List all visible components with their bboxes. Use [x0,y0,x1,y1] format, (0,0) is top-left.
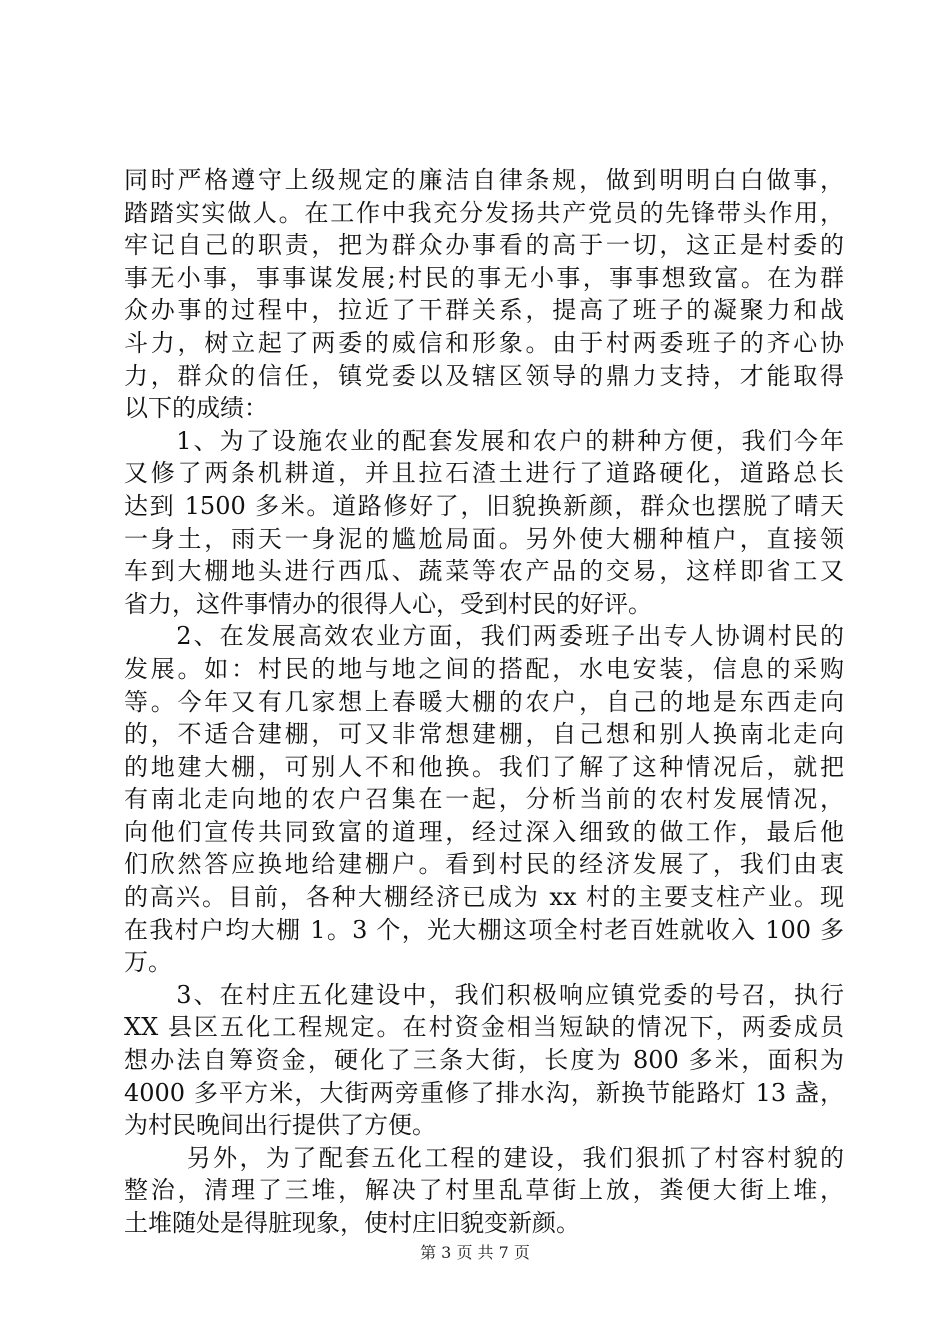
text-line: 的地建大棚，可别人不和他换。我们了解了这种情况后，就把 [124,752,844,781]
text-line: 发展。如：村民的地与地之间的搭配，水电安装，信息的采购 [124,654,844,683]
text-line: 踏踏实实做人。在工作中我充分发扬共产党员的先锋带头作用， [124,198,844,227]
text-line: 省力，这件事情办的很得人心，受到村民的好评。 [124,589,652,618]
text-line: 以下的成绩： [124,394,268,423]
text-line: 整治，清理了三堆，解决了村里乱草街上放，粪便大街上堆， [124,1176,844,1205]
text-line: 们欣然答应换地给建棚户。看到村民的经济发展了，我们由衷 [124,850,844,879]
page-footer: 第 3 页 共 7 页 [420,1243,530,1262]
text-line: 在我村户均大棚 1。3 个，光大棚这项全村老百姓就收入 100 多 [124,915,844,944]
text-line: 土堆随处是得脏现象，使村庄旧貌变新颜。 [124,1209,580,1237]
text-line: 为村民晚间出行提供了方便。 [124,1111,436,1140]
text-line: 2、在发展高效农业方面，我们两委班子出专人协调村民的 [124,622,844,651]
body-text [124,164,844,1240]
text-line: 等。今年又有几家想上春暖大棚的农户，自己的地是东西走向 [124,687,844,716]
text-line: 牢记自己的职责，把为群众办事看的高于一切，这正是村委的 [124,231,844,260]
text-line: 力，群众的信任，镇党委以及辖区领导的鼎力支持，才能取得 [124,361,844,390]
text-line: 1、为了设施农业的配套发展和农户的耕种方便，我们今年 [124,426,844,455]
text-line: 斗力，树立起了两委的威信和形象。由于村两委班子的齐心协 [124,328,844,357]
text-line: 有南北走向地的农户召集在一起，分析当前的农村发展情况， [124,785,844,814]
text-line: 万。 [124,948,172,977]
text-line: 3、在村庄五化建设中，我们积极响应镇党委的号召，执行 [124,980,844,1009]
text-line: 同时严格遵守上级规定的廉洁自律条规，做到明明白白做事， [124,166,844,194]
text-line: 的高兴。目前，各种大棚经济已成为 xx 村的主要支柱产业。现 [124,883,844,912]
text-line: 又修了两条机耕道，并且拉石渣土进行了道路硬化，道路总长 [124,459,844,488]
text-line: 的，不适合建棚，可又非常想建棚，自己想和别人换南北走向 [124,720,844,749]
text-line: 想办法自筹资金，硬化了三条大街，长度为 800 多米，面积为 [124,1046,844,1075]
text-line: XX 县区五化工程规定。在村资金相当短缺的情况下，两委成员 [124,1013,844,1042]
text-line: 另外，为了配套五化工程的建设，我们狠抓了村容村貌的 [124,1143,844,1172]
text-line: 向他们宣传共同致富的道理，经过深入细致的做工作，最后他 [124,817,844,846]
text-line: 达到 1500 多米。道路修好了，旧貌换新颜，群众也摆脱了晴天 [124,491,844,520]
text-line: 一身土，雨天一身泥的尴尬局面。另外使大棚种植户，直接领 [124,524,844,553]
text-line: 事无小事，事事谋发展;村民的事无小事，事事想致富。在为群 [124,263,844,292]
text-line: 4000 多平方米，大街两旁重修了排水沟，新换节能路灯 13 盏， [124,1078,844,1107]
text-line: 车到大棚地头进行西瓜、蔬菜等农产品的交易，这样即省工又 [124,557,844,586]
text-line: 众办事的过程中，拉近了干群关系，提高了班子的凝聚力和战 [124,296,844,325]
